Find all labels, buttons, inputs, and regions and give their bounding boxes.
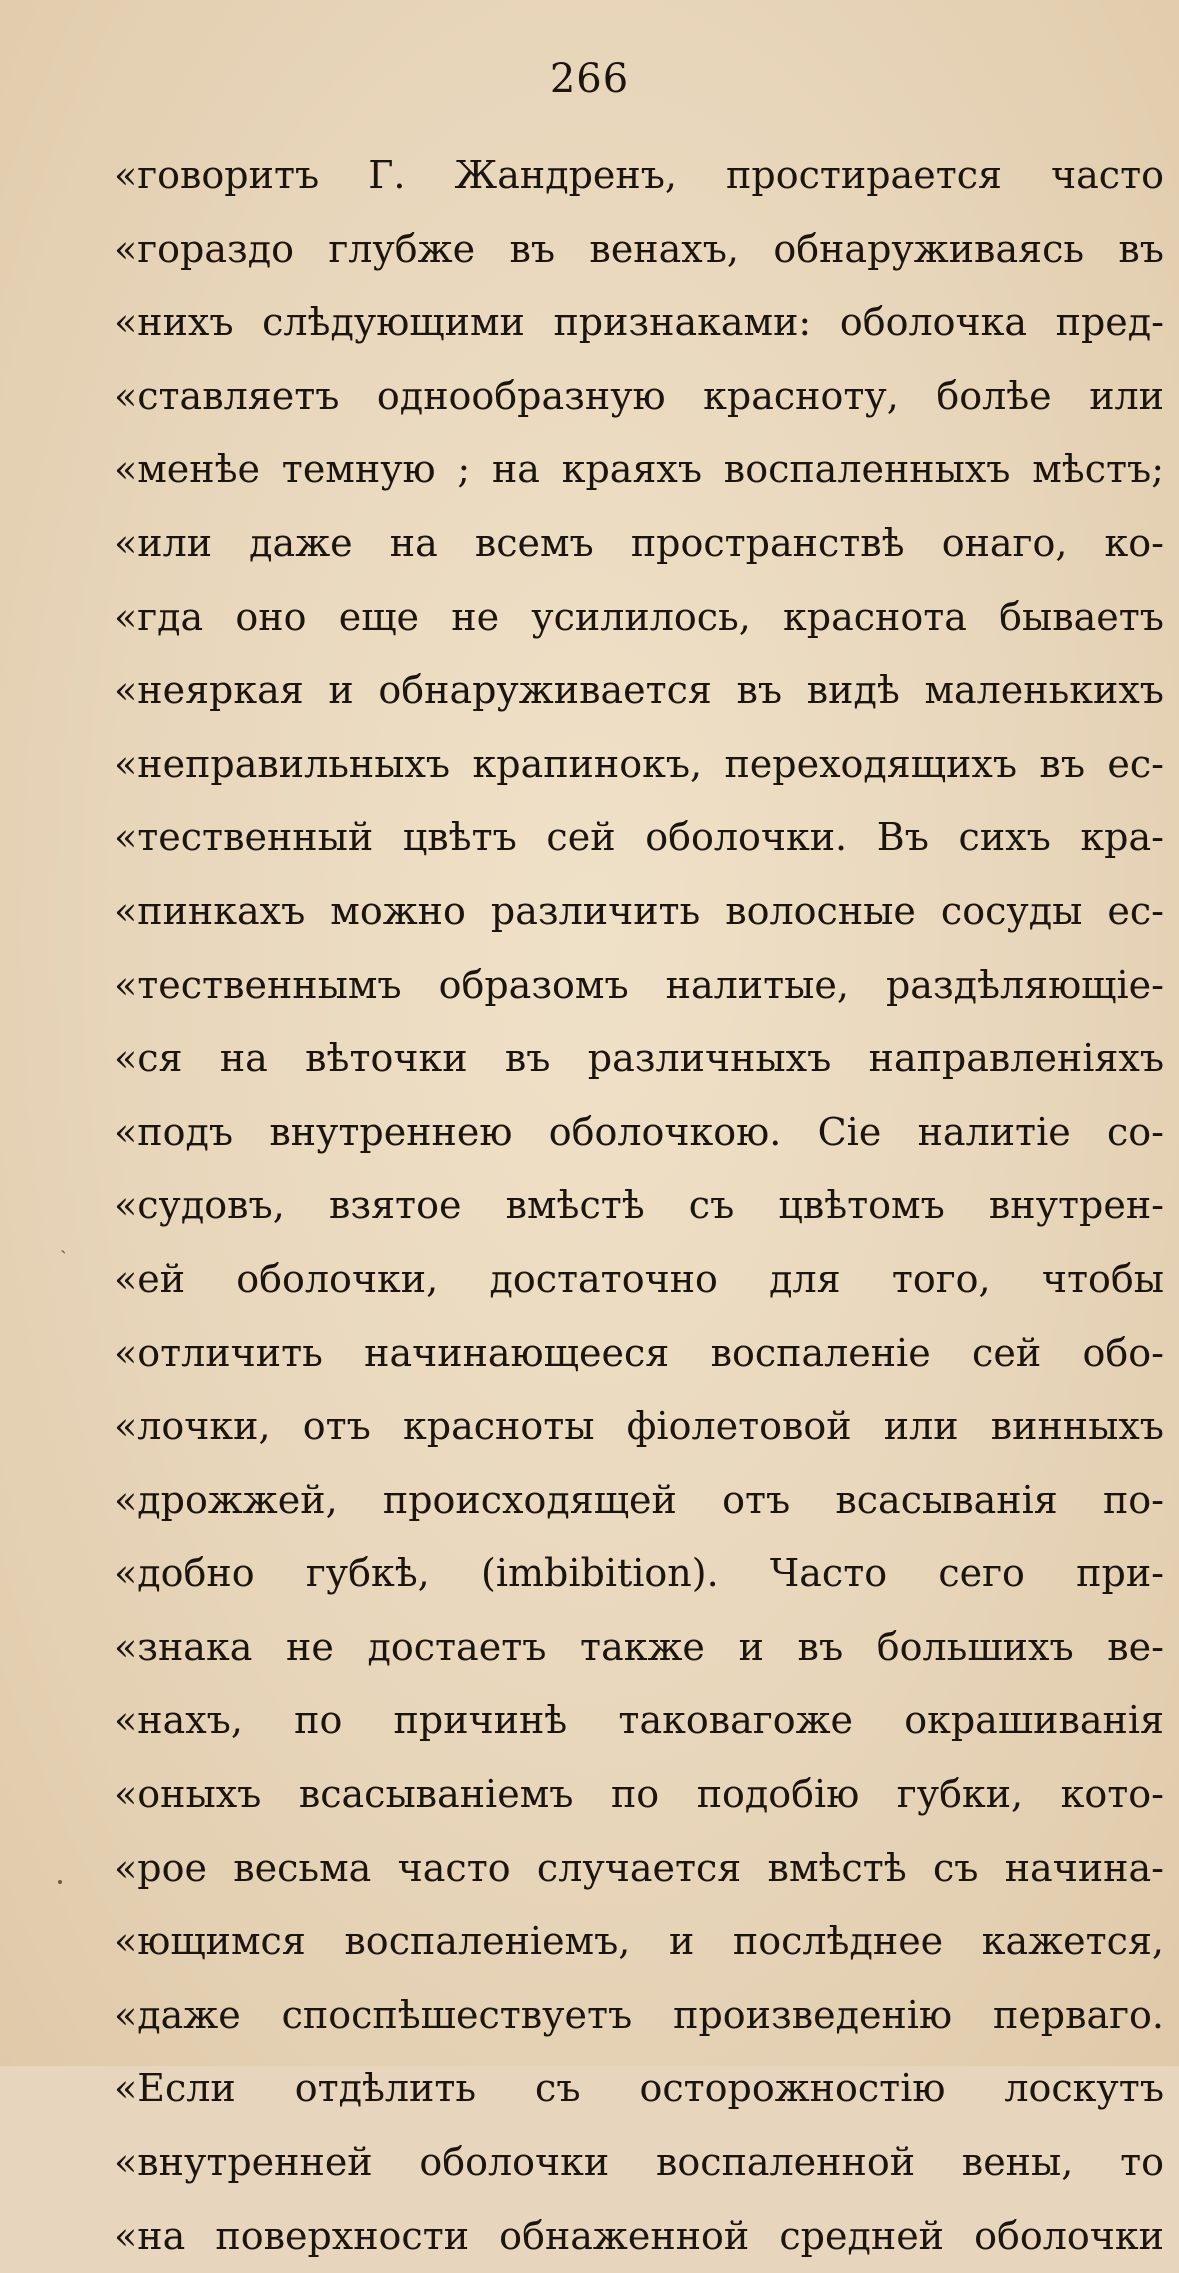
text-line: «тественный цвѣтъ сей оболочки. Въ сихъ кра- — [114, 815, 1164, 860]
text-line: «рое весьма часто случается вмѣстѣ съ начина- — [114, 1845, 1164, 1890]
margin-mark: ˎ — [60, 1230, 67, 1254]
text-line: «даже споспѣшествуетъ произведенію перваго. — [114, 1992, 1164, 2037]
text-line: «нихъ слѣдующими признаками: оболочка пред- — [114, 300, 1164, 345]
text-line: «ставляетъ однообразную красноту, болѣе или — [114, 373, 1164, 418]
text-line: «неправильныхъ крапинокъ, переходящихъ въ ес- — [114, 741, 1164, 786]
page-number: 266 — [549, 56, 630, 102]
text-line: «судовъ, взятое вмѣстѣ съ цвѣтомъ внутрен- — [114, 1183, 1164, 1228]
text-line: «на поверхности обнаженной средней оболочки — [114, 2213, 1164, 2258]
text-line: «дрожжей, происходящей отъ всасыванія по- — [114, 1477, 1164, 1522]
text-line: «внутренней оболочки воспаленной вены, то — [114, 2140, 1164, 2185]
text-line: «добно губкѣ, (imbibition). Часто сего при- — [114, 1551, 1164, 1596]
text-line: «знака не достаетъ также и въ большихъ ве- — [114, 1624, 1164, 1669]
margin-dot — [58, 1880, 62, 1884]
text-line: «Если отдѣлить съ осторожностію лоскутъ — [114, 2066, 1164, 2111]
text-line: «нахъ, по причинѣ таковагоже окрашиванія — [114, 1698, 1164, 1743]
text-line: «ся на вѣточки въ различныхъ направленіяхъ — [114, 1036, 1164, 1081]
text-line: «или даже на всемъ пространствѣ онаго, ко- — [114, 520, 1164, 565]
text-line: «лочки, отъ красноты фіолетовой или винныхъ — [114, 1404, 1164, 1449]
text-line: «тественнымъ образомъ налитые, раздѣляющіе- — [114, 962, 1164, 1007]
text-line: «оныхъ всасываніемъ по подобію губки, кото- — [114, 1772, 1164, 1817]
text-line: «ей оболочки, достаточно для того, чтобы — [114, 1256, 1164, 1301]
text-line: «пинкахъ можно различить волосные сосуды ес- — [114, 888, 1164, 933]
text-line: «отличить начинающееся воспаленіе сей обо- — [114, 1330, 1164, 1375]
text-line: «неяркая и обнаруживается въ видѣ маленькихъ — [114, 668, 1164, 713]
text-line: «подъ внутреннею оболочкою. Сіе налитіе со- — [114, 1109, 1164, 1154]
text-line: «гда оно еще не усилилось, краснота бываетъ — [114, 594, 1164, 639]
text-line: «гораздо глубже въ венахъ, обнаруживаясь въ — [114, 226, 1164, 271]
text-line: «говоритъ Г. Жандренъ, простирается часто — [114, 153, 1164, 197]
text-line: «менѣе темную ; на краяхъ воспаленныхъ мѣстъ; — [114, 447, 1164, 492]
text-line: «ющимся воспаленіемъ, и послѣднее кажется, — [114, 1919, 1164, 1964]
page-text — [114, 139, 1164, 2273]
